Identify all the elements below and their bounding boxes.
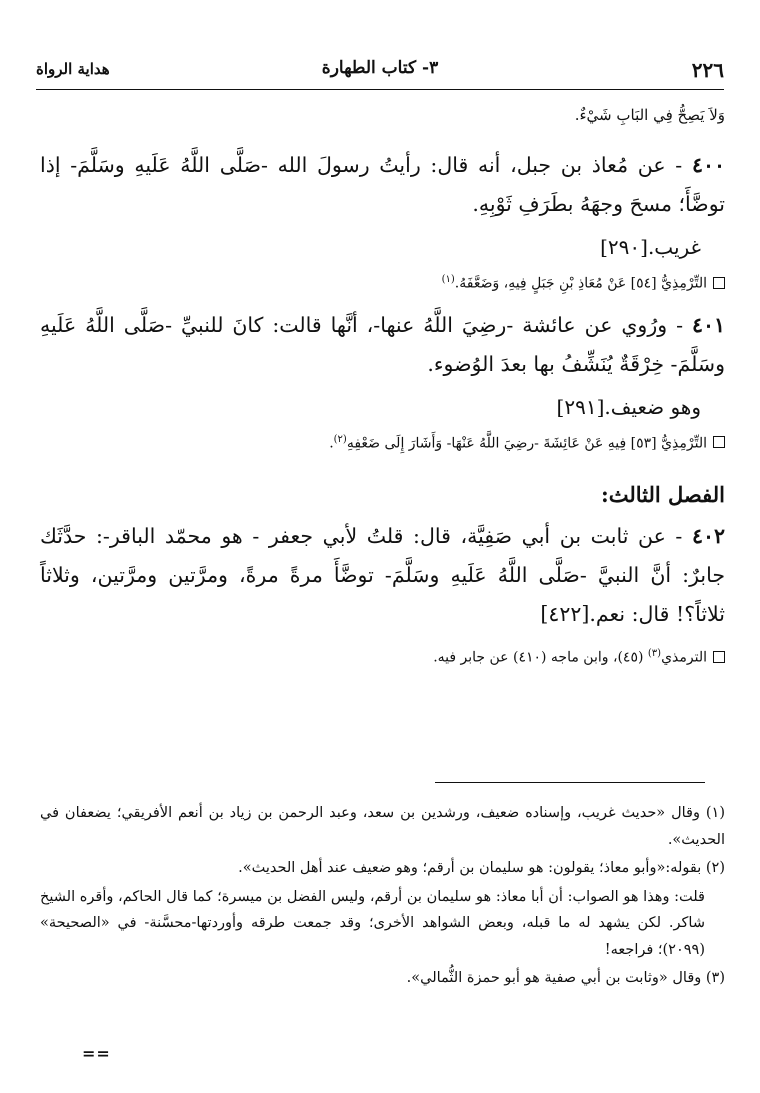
footnote-1: (١) وقال «حديث غريب، وإسناده ضعيف، ورشدين بن سعد، وعبد الرحمن بن زياد بن أنعم الأفريقي؛ يضعفان في الحديث».	[40, 805, 725, 848]
footnote-divider	[435, 782, 705, 783]
source-text: (٤٥)، وابن ماجه (٤١٠) عن جابر فيه.	[433, 649, 644, 666]
main-text	[40, 106, 725, 680]
book-title: هداية الرواة	[36, 60, 110, 78]
footnote-ref: (١)	[441, 274, 455, 285]
hadith-text: - ورُوي عن عائشة -رضِيَ اللَّهُ عنها-، أنَّها قالت: كانَ للنبيِّ -صَلَّى اللَّهُ عَلَيهِ وسَلَّمَ- خِرْقَةٌ يُنَشِّفُ بها بعدَ الوُضوء.	[40, 312, 725, 376]
footnote-ref: (٢)	[333, 433, 347, 445]
hadith-text: - عن مُعاذ بن جبل، أنه قال: رأيتُ رسولَ الله -صَلَّى اللَّهُ عَلَيهِ وسَلَّمَ- إذا توضَّأَ؛ مسحَ وجهَهُ بطَرَفِ ثَوْبِهِ.	[40, 153, 725, 216]
footnotes	[40, 800, 725, 994]
source-text: الترمذي	[661, 649, 707, 666]
footnote-ref: (٣)	[647, 648, 662, 660]
square-bullet-icon	[713, 277, 725, 289]
chapter-title: ٣- كتاب الطهارة	[321, 58, 439, 78]
source-text: التِّرْمِذِيُّ [٥٤] عَنْ مُعَاذِ بْنِ جَبَلٍ فِيهِ، وَضَعَّفَهُ.	[454, 275, 707, 292]
hadith-number: ٤٠٢	[691, 524, 725, 549]
hadith-400	[40, 146, 725, 224]
continuation-mark: ==	[82, 1044, 111, 1063]
hadith-source	[40, 268, 725, 296]
hadith-402	[40, 517, 725, 634]
hadith-number: ٤٠١	[691, 312, 725, 337]
hadith-grade: وهو ضعيف.[٢٩١]	[556, 394, 701, 419]
hadith-grade: غريب.[٢٩٠]	[600, 235, 701, 259]
page-header	[36, 58, 724, 86]
hadith-text: - عن ثابت بن أبي صَفِيَّة، قال: قلتُ لأبي جعفر - هو محمّد الباقر-: حدَّثَك جابرٌ: أنَّ النبيَّ -صَلَّى اللَّهُ عَلَيهِ وسَلَّمَ- توضَّأَ مرةً مرةً، ومرَّتين ومرَّتين، وثلاثاً ثلاثاً؟! قال: نعم.[٤٢٢]	[40, 524, 725, 627]
page-number: ٢٢٦	[691, 58, 724, 82]
header-divider	[36, 89, 724, 90]
intro-line: وَلاَ يَصِحُّ فِي البَابِ شَيْءٌ.	[574, 106, 725, 124]
hadith-source	[40, 642, 725, 670]
hadith-number: ٤٠٠	[691, 153, 725, 177]
square-bullet-icon	[713, 651, 725, 663]
hadith-401	[40, 306, 725, 384]
footnote-2-comment: قلت: وهذا هو الصواب: أن أبا معاذ: هو سليمان بن أرقم، وليس الفضل بن ميسرة؛ كما قال الحاكم، وأقره الشيخ شاكر. لكن يشهد له ما قبله، وبعض الشواهد الأخرى؛ وقد جمعت طرقه وأوردتها-محسَّنة- في «الصحيحة» (٢٠٩٩)؛ فراجعه!	[40, 888, 705, 958]
hadith-source: التِّرْمِذِيُّ [٥٣] فِيهِ عَنْ عَائِشَةَ -رضِيَ اللَّهُ عَنْهَا- وَأَشَارَ إِلَى ضَعْفِهِ$^{(٢)}$.	[40, 428, 725, 456]
footnote-2: (٢) بقوله:«وأبو معاذ؛ يقولون: هو سليمان بن أرقم؛ وهو ضعيف عند أهل الحديث».	[238, 860, 725, 876]
footnote-3: (٣) وقال «وثابت بن أبي صفية هو أبو حمزة الثُّمالي».	[406, 970, 725, 986]
source-text: التِّرْمِذِيُّ [٥٣] فِيهِ عَنْ عَائِشَةَ -رضِيَ اللَّهُ عَنْهَا- وَأَشَارَ إِلَى ضَعْفِهِ	[346, 435, 707, 452]
section-title: الفصل الثالث:	[600, 482, 725, 508]
square-bullet-icon	[713, 436, 725, 448]
